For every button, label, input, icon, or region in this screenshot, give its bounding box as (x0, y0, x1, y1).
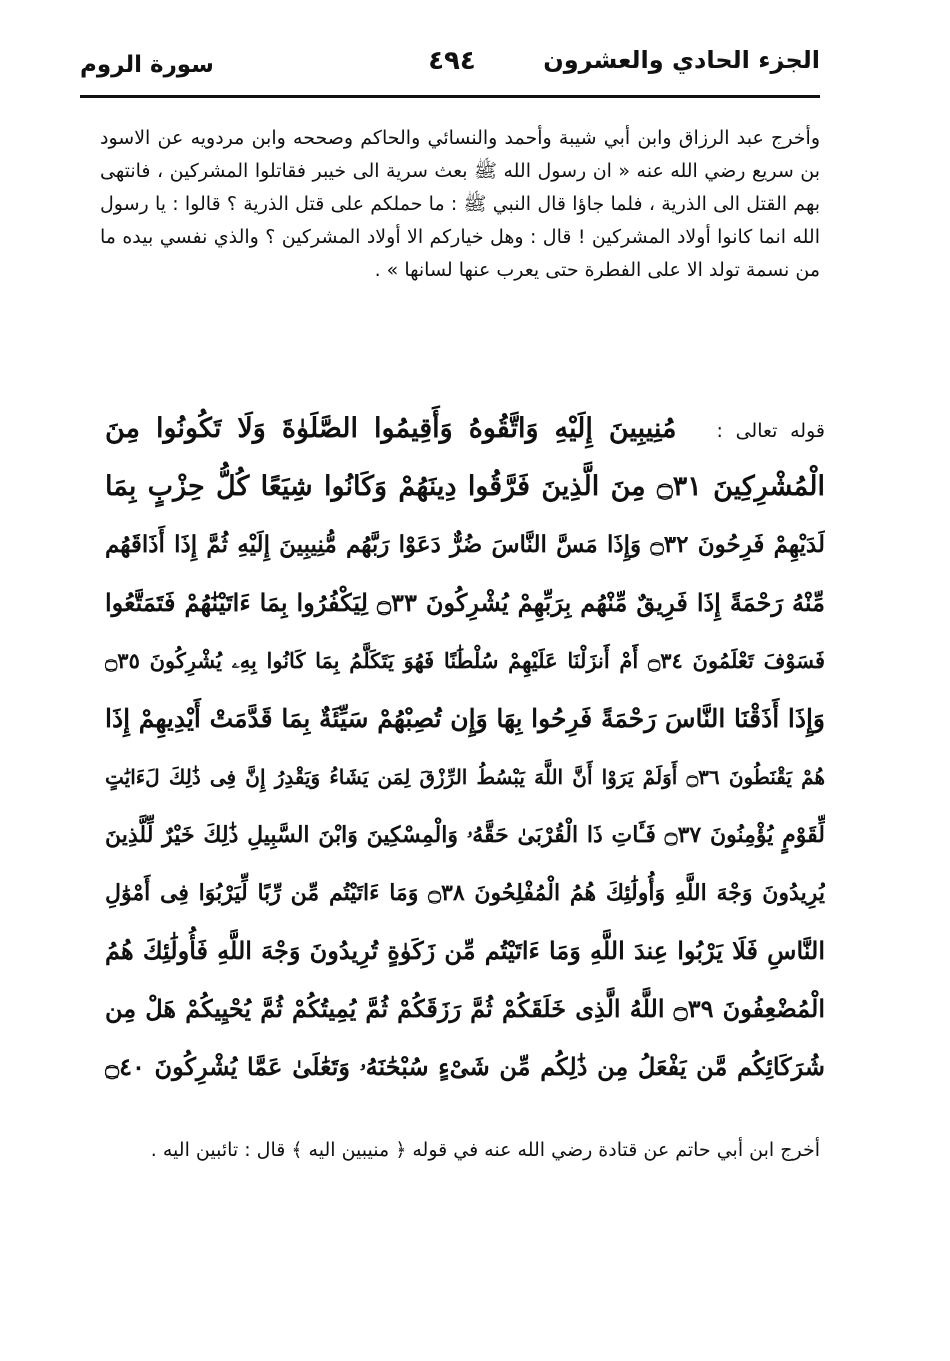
quran-line-9: يُرِيدُونَ وَجْهَ اللَّهِ وَأُولَٰئِكَ هُمُ الْمُفْلِحُونَ ۝٣٨ وَمَا ءَاتَيْتُم مِّن رِّبًا لِّيَرْبُوَا فِى أَمْوَٰلِ (105, 880, 825, 906)
quran-line-1 (105, 400, 825, 458)
surah-title: سورة الروم (80, 52, 214, 78)
page-header (80, 40, 820, 94)
quran-line-11: الْمُضْعِفُونَ ۝٣٩ اللَّهُ الَّذِى خَلَقَكُمْ ثُمَّ رَزَقَكُمْ ثُمَّ يُمِيتُكُمْ ثُمَّ يُحْيِيكُمْ هَلْ مِن (105, 994, 825, 1023)
page-number: ٤٩٤ (428, 46, 476, 76)
juz-title: الجزء الحادي والعشرون (543, 46, 820, 74)
quran-line-4: مِّنْهُ رَحْمَةً إِذَا فَرِيقٌ مِّنْهُم بِرَبِّهِمْ يُشْرِكُونَ ۝٣٣ لِيَكْفُرُوا بِمَا ءَاتَيْنَٰهُمْ فَتَمَتَّعُوا (105, 588, 825, 617)
quran-line-6: وَإِذَا أَذَقْنَا النَّاسَ رَحْمَةً فَرِحُوا بِهَا وَإِن تُصِبْهُمْ سَيِّئَةٌ بِمَا قَدَّمَتْ أَيْدِيهِمْ إِذَا (105, 704, 825, 733)
quran-line-1-text: مُنِيبِينَ إِلَيْهِ وَاتَّقُوهُ وَأَقِيمُوا الصَّلَوٰةَ وَلَا تَكُونُوا مِنَ (105, 413, 677, 444)
header-divider (80, 95, 820, 98)
top-narration: وأخرج عبد الرزاق وابن أبي شيبة وأحمد والنسائي والحاكم وصححه وابن مردويه عن الاسود بن سريع رضي الله عنه « ان رسول الله ﷺ بعث سرية الى خيبر فقاتلوا المشركين ، فانتهى بهم القتل الى الذرية ، فلما جاؤا قال النبي ﷺ : ما حملكم على قتل الذرية ؟ قالوا : يا رسول الله انما كانوا أولاد المشركين ! قال : وهل خياركم الا أولاد المشركين ؟ والذي نفسي بيده ما من نسمة تولد الا على الفطرة حتى يعرب عنها لسانها » . (100, 127, 820, 281)
verse-intro: قوله تعالى : (716, 420, 825, 442)
quran-line-8: لِّقَوْمٍ يُؤْمِنُونَ ۝٣٧ فَـَٔاتِ ذَا الْقُرْبَىٰ حَقَّهُۥ وَالْمِسْكِينَ وَابْنَ السَّبِيلِ ذَٰلِكَ خَيْرٌ لِّلَّذِينَ (105, 822, 825, 848)
quran-verses (105, 400, 825, 1100)
quran-line-3: لَدَيْهِمْ فَرِحُونَ ۝٣٢ وَإِذَا مَسَّ النَّاسَ ضُرٌّ دَعَوْا رَبَّهُم مُّنِيبِينَ إِلَيْهِ ثُمَّ إِذَا أَذَاقَهُم (105, 531, 825, 558)
quran-line-10: النَّاسِ فَلَا يَرْبُوا عِندَ اللَّهِ وَمَا ءَاتَيْتُم مِّن زَكَوٰةٍ تُرِيدُونَ وَجْهَ اللَّهِ فَأُولَٰئِكَ هُمُ (105, 936, 825, 965)
bottom-narration: أخرج ابن أبي حاتم عن قتادة رضي الله عنه في قوله ﴿ منيبين اليه ﴾ قال : تائبين اليه . (150, 1139, 820, 1161)
quran-line-7: هُمْ يَقْنَطُونَ ۝٣٦ أَوَلَمْ يَرَوْا أَنَّ اللَّهَ يَبْسُطُ الرِّزْقَ لِمَن يَشَاءُ وَيَقْدِرُ إِنَّ فِى ذَٰلِكَ لَءَايَٰتٍ (105, 765, 825, 789)
quran-line-12: شُرَكَائِكُم مَّن يَفْعَلُ مِن ذَٰلِكُم مِّن شَىْءٍ سُبْحَٰنَهُۥ وَتَعَٰلَىٰ عَمَّا يُشْرِكُونَ ۝٤٠ (105, 1052, 825, 1081)
quran-line-5: فَسَوْفَ تَعْلَمُونَ ۝٣٤ أَمْ أَنزَلْنَا عَلَيْهِمْ سُلْطَٰنًا فَهُوَ يَتَكَلَّمُ بِمَا كَانُوا بِهِۦ يُشْرِكُونَ ۝٣٥ (105, 648, 825, 673)
quran-line-2: الْمُشْرِكِينَ ۝٣١ مِنَ الَّذِينَ فَرَّقُوا دِينَهُمْ وَكَانُوا شِيَعًا كُلُّ حِزْبٍ بِمَا (105, 471, 825, 502)
